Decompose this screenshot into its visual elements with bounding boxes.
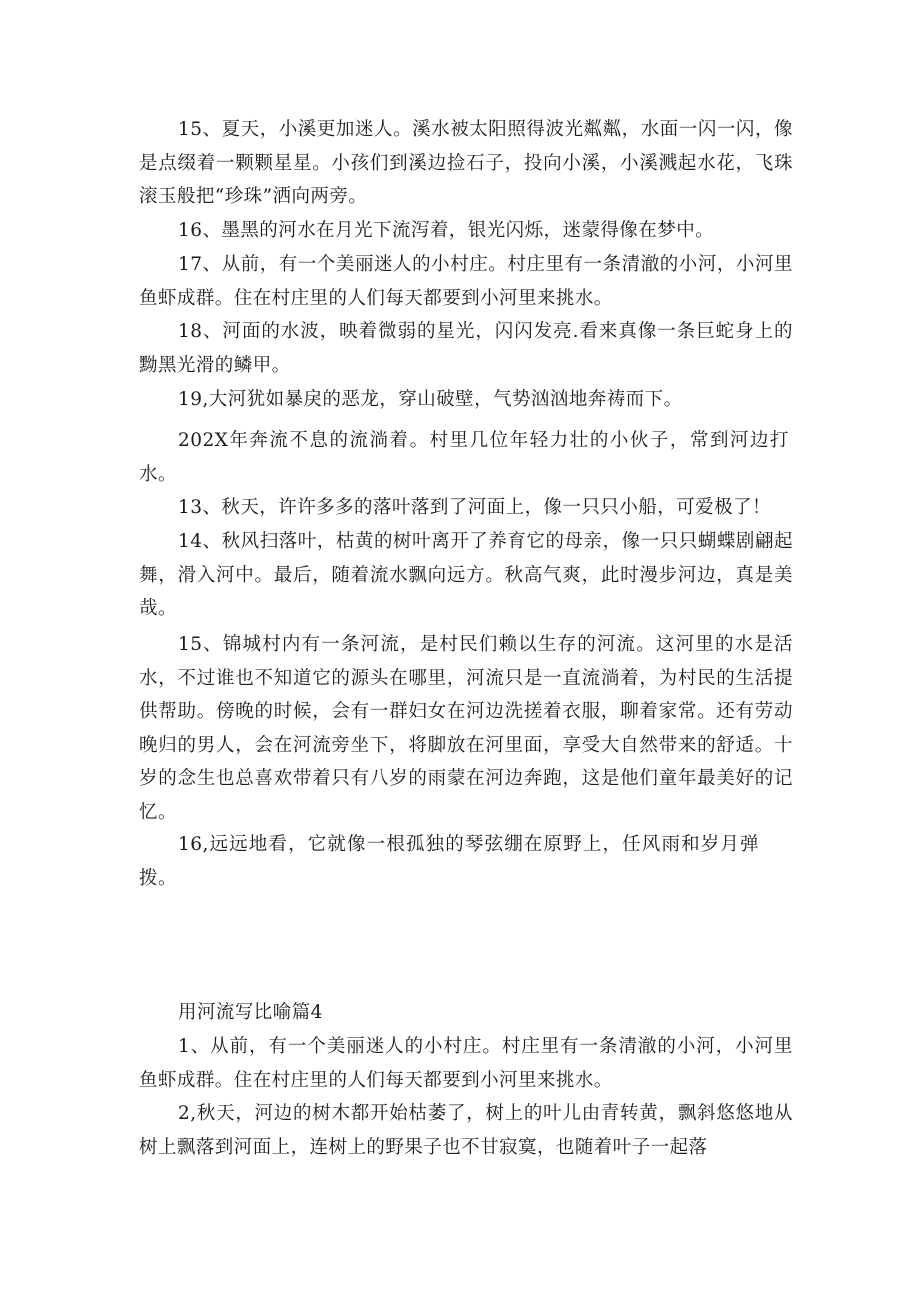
section-title: 用河流写比喻篇4 xyxy=(178,1002,323,1023)
paragraph-moonlit-river: 16、墨黑的河水在月光下流泻着，银光闪烁，迷蒙得像在梦中。 xyxy=(178,220,715,241)
paragraph-summer-stream: 15、夏天，小溪更加迷人。溪水被太阳照得波光粼粼，水面一闪一闪，像是点缀着一颗颗星星。小孩们到溪边捡石子，投向小溪，小溪溅起水花，飞珠滚玉般把“珍珠”洒向两旁。 xyxy=(139,119,793,208)
paragraph-river-waves: 18、河面的水波，映着微弱的星光，闪闪发亮.看来真像一条巨蛇身上的黝黑光滑的鳞甲。 xyxy=(139,321,793,376)
paragraph-autumn-wind: 14、秋风扫落叶，枯黄的树叶离开了养育它的母亲，像一只只蝴蝶剧翩起舞，滑入河中。最后，随着流水飘向远方。秋高气爽，此时漫步河边，真是美哉。 xyxy=(139,531,793,620)
paragraph-lonely-string: 16,远远地看，它就像一根孤独的琴弦绷在原野上，任风雨和岁月弹拨。 xyxy=(139,834,759,889)
paragraph-autumn-leaves: 13、秋天，许许多多的落叶落到了河面上，像一只只小船，可爱极了！ xyxy=(178,497,771,518)
paragraph-flowing-river: 202X年奔流不息的流淌着。村里几位年轻力壮的小伙子，常到河边打水。 xyxy=(139,430,789,485)
paragraph-fierce-river: 19,大河犹如暴戾的恶龙，穿山破壁，气势汹汹地奔祷而下。 xyxy=(178,389,683,410)
paragraph-village-river-repeat: 1、从前，有一个美丽迷人的小村庄。村庄里有一条清澈的小河，小河里鱼虾成群。住在村庄里的人们每天都要到小河里来挑水。 xyxy=(139,1036,793,1091)
paragraph-autumn-trees: 2,秋天，河边的树木都开始枯萎了，树上的叶儿由青转黄，飘斜悠悠地从树上飘落到河面上，连树上的野果子也不甘寂寞，也随着叶子一起落 xyxy=(139,1103,793,1158)
paragraph-village-river: 17、从前，有一个美丽迷人的小村庄。村庄里有一条清澈的小河，小河里鱼虾成群。住在村庄里的人们每天都要到小河里来挑水。 xyxy=(139,254,793,309)
paragraph-jincheng-river: 15、锦城村内有一条河流，是村民们赖以生存的河流。这河里的水是活水，不过谁也不知道它的源头在哪里，河流只是一直流淌着，为村民的生活提供帮助。傍晚的时候，会有一群妇女在河边洗搓着衣服，聊着家常。还有劳动晚归的男人，会在河流旁坐下，将脚放在河里面，享受大自然带来的舒适。十岁的念生也总喜欢带着只有八岁的雨蒙在河边奔跑，这是他们童年最美好的记忆。 xyxy=(139,634,793,823)
